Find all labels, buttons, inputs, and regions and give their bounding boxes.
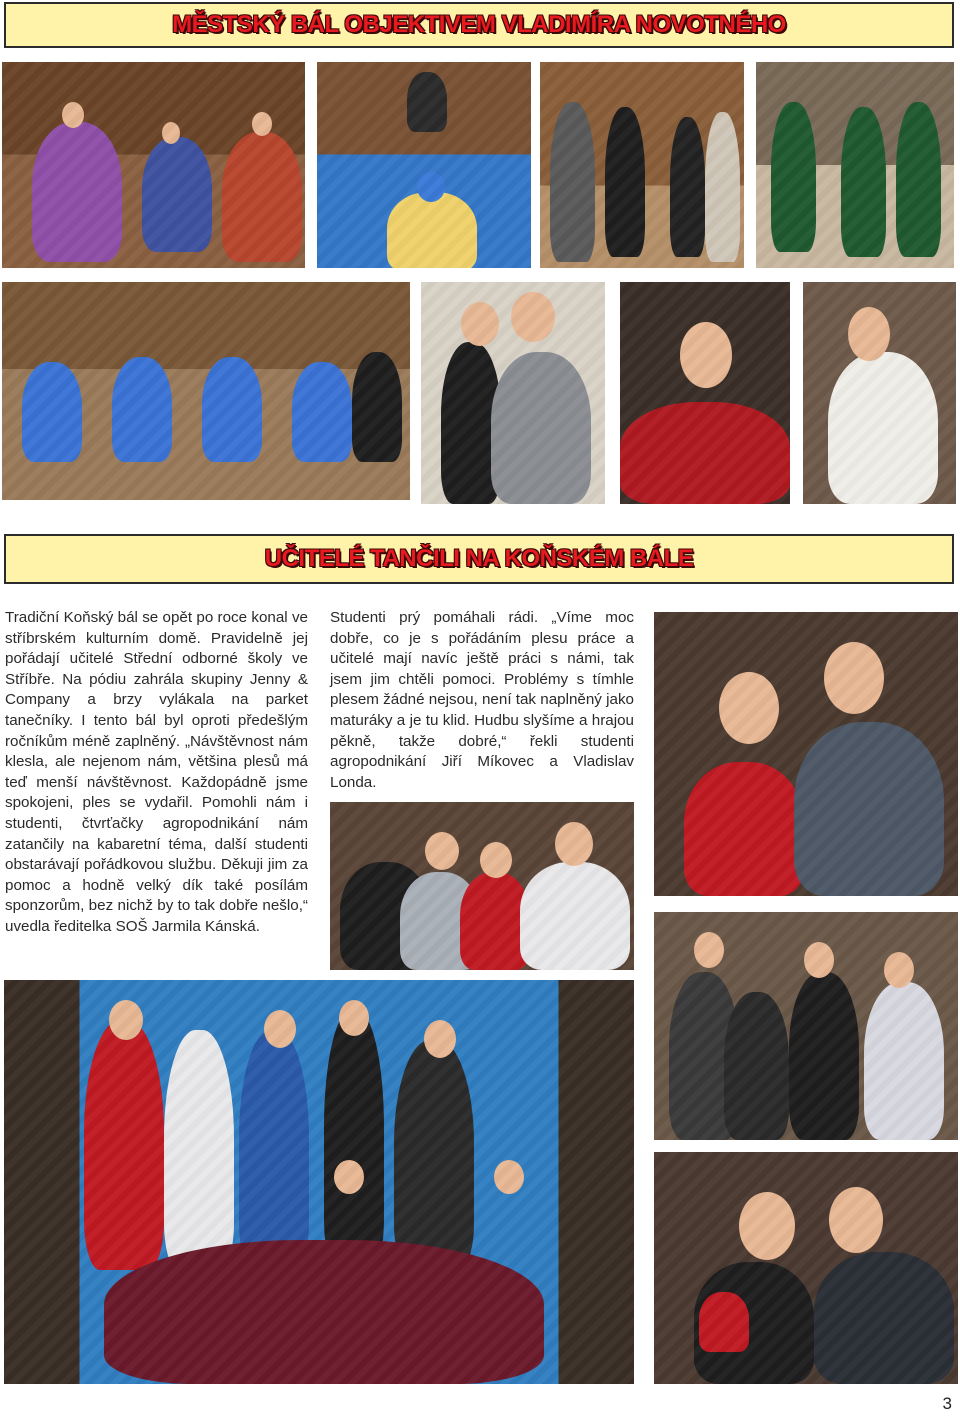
- photo-cabaret-group: [4, 980, 634, 1384]
- page-title: MĚSTSKÝ BÁL OBJEKTIVEM VLADIMÍRA NOVOTNÉHO: [172, 11, 786, 38]
- section-banner: [4, 534, 954, 584]
- photo-table-group: [330, 802, 634, 970]
- photo-belly-dancers: [2, 62, 305, 268]
- photo-green-dancers: [756, 62, 954, 268]
- page-number: 3: [942, 1394, 952, 1413]
- photo-couple-carnations: [654, 1152, 958, 1384]
- article-column-left: Tradiční Koňský bál se opět po roce konal ve stříbrském kulturním domě. Pravidelně jej pořádají učitelé Střední odborné školy ve Stříbře. Na pódiu zahrála skupiny Jenny & Company a brzy vylákala na parket tanečníky. I tento bál byl oproti předešlým ročníkům méně zaplněný. „Návštěvnost nám klesla, ale nejenom nám, většina plesů má teď menší návštěvnost. Každopádně jsme spokojeni, ples se vydařil. Pomohli nám i studenti, čtvrťačky agropodnikání nám zatančily na kabaretní téma, další studenti obstarávají pořádkovou službu. Děkuji jim za pomoc a hodně velký dík také posílám sponzorům, bez nichž by to tak dobře nešlo,“ uvedla ředitelka SOŠ Jarmila Kánská.: [5, 609, 308, 935]
- photo-dancing-couple: [421, 282, 605, 504]
- photo-woman-red-dress: [620, 282, 790, 504]
- photo-pool-man: [317, 62, 531, 268]
- photo-musicians: [540, 62, 744, 268]
- section-title: UČITELÉ TANČILI NA KOŇSKÉM BÁLE: [264, 545, 694, 572]
- article-column-right: Studenti prý pomáhali rádi. „Víme moc dobře, co je s pořádáním plesu práce a učitelé mají navíc ještě práci s námi, tak jsem jim chtěli pomoci. Problémy s tímhle plesem žádné nejsou, není tak naplněný jako maturáky a je tu klid. Hudbu slyšíme a hrajou pěkně, takže dobré,“ řekli studenti agropodnikání Jiří Míkovec a Vladislav Londa.: [330, 609, 634, 791]
- header-banner: [4, 2, 954, 48]
- photo-group-with-bottle: [654, 912, 958, 1140]
- photo-couple-smiling: [654, 612, 958, 896]
- photo-girl-long-hair: [803, 282, 956, 504]
- photo-blue-dress-dancers: [2, 282, 410, 500]
